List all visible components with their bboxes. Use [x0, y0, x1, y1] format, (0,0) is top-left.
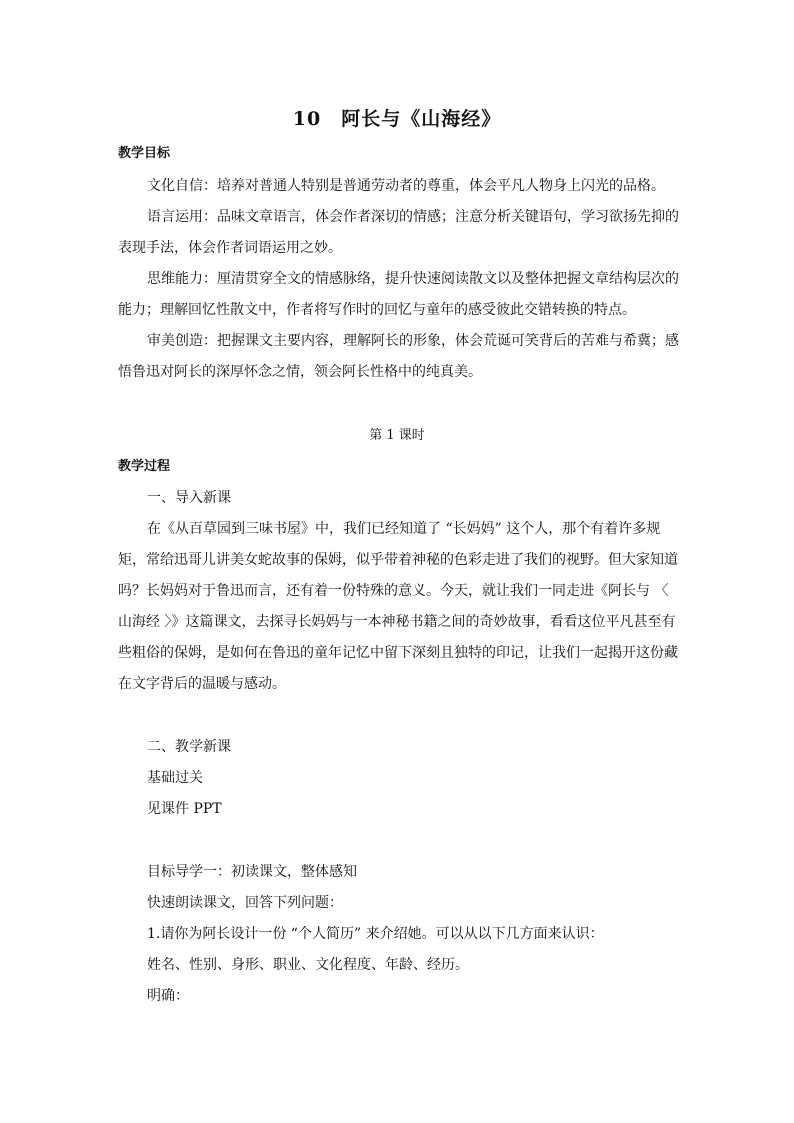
goal-culture: 文化自信：培养对普通人特别是普通劳动者的尊重，体会平凡人物身上闪光的品格。 [147, 178, 665, 194]
ppt-note: 见课件 PPT [147, 801, 222, 817]
quick-read-instruction: 快速朗读课文，回答下列问题： [147, 895, 343, 911]
goal-language-line1: 语言运用：品味文章语言，体会作者深切的情感；注意分析关键语句，学习欲扬先抑的 [147, 209, 679, 225]
question-1: 1.请你为阿长设计一份 “个人简历” 来介绍她。可以从以下几方面来认识： [147, 926, 604, 942]
intro-line3: 吗？长妈妈对于鲁迅而言，还有着一份特殊的意义。今天，就让我们一同走进《阿长与 〈 [118, 583, 669, 599]
goal-aesthetic-line2: 悟鲁迅对阿长的深厚怀念之情，领会阿长性格中的纯真美。 [118, 364, 482, 380]
goal-language-line2: 表现手法，体会作者词语运用之妙。 [118, 240, 342, 256]
goal-aesthetic-line1: 审美创造：把握课文主要内容，理解阿长的形象，体会荒诞可笑背后的苦难与希冀；感 [147, 333, 679, 349]
intro-line1: 在《从百草园到三味书屋》中，我们已经知道了 “长妈妈” 这个人，那个有着许多规 [147, 521, 661, 537]
answer-label: 明确： [147, 988, 189, 1004]
guide-one: 目标导学一：初读课文，整体感知 [147, 864, 357, 880]
intro-line5: 些粗俗的保姆，是如何在鲁迅的童年记忆中留下深刻且独特的印记，让我们一起揭开这份藏 [118, 645, 678, 661]
document-title: 10 阿长与《山海经》 [292, 108, 502, 130]
goals-heading: 教学目标 [118, 146, 171, 161]
lesson-label: 第 1 课时 [369, 428, 425, 443]
intro-line2: 矩，常给迅哥儿讲美女蛇故事的保姆，似乎带着神秘的色彩走进了我们的视野。但大家知道 [118, 552, 678, 568]
goal-thinking-line2: 能力；理解回忆性散文中，作者将写作时的回忆与童年的感受彼此交错转换的特点。 [118, 302, 636, 318]
process-heading: 教学过程 [118, 459, 171, 474]
basic-label: 基础过关 [147, 770, 203, 786]
section1-heading: 一、导入新课 [147, 490, 231, 506]
resume-fields: 姓名、性别、身形、职业、文化程度、年龄、经历。 [147, 957, 469, 973]
intro-line4: 山海经 〉》这篇课文，去探寻长妈妈与一本神秘书籍之间的奇妙故事，看看这位平凡甚至有 [118, 614, 676, 630]
intro-line6: 在文字背后的温暖与感动。 [118, 676, 286, 692]
section2-heading: 二、教学新课 [147, 739, 231, 755]
goal-thinking-line1: 思维能力：厘清贯穿全文的情感脉络，提升快速阅读散文以及整体把握文章结构层次的 [147, 271, 679, 287]
